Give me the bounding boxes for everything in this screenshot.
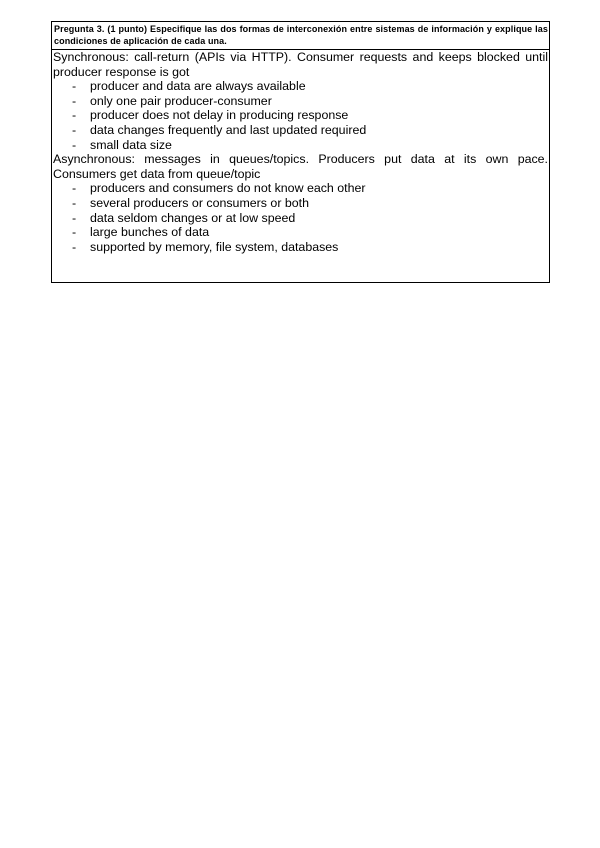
answer-area: [52, 50, 549, 254]
list-item-text: large bunches of data: [90, 225, 210, 240]
question-box: [51, 21, 550, 283]
list-item: [53, 108, 548, 123]
list-item-text: producer does not delay in producing response: [90, 108, 349, 123]
list-dash: -: [72, 225, 77, 240]
list-item: [53, 123, 548, 138]
list-item: [53, 225, 548, 240]
list-item-text: several producers or consumers or both: [90, 195, 310, 210]
list-dash: -: [72, 195, 77, 210]
list-item-text: only one pair producer-consumer: [90, 93, 272, 108]
list-dash: -: [72, 181, 77, 196]
list-item: [53, 79, 548, 94]
list-dash: -: [72, 79, 77, 94]
list-dash: -: [72, 93, 77, 108]
list-item: [53, 138, 548, 153]
list-item-text: supported by memory, file system, databases: [90, 239, 339, 254]
list-item-text: data seldom changes or at low speed: [90, 210, 296, 225]
list-item: [53, 181, 548, 196]
list-dash: -: [72, 239, 77, 254]
list-item: [53, 240, 548, 255]
list-dash: -: [72, 108, 77, 123]
list-dash: -: [72, 210, 77, 225]
asynchronous-intro: Asynchronous: messages in queues/topics. Producers put data at its own pace. Consumers get data from queue/topic: [53, 152, 548, 181]
question-header: Pregunta 3. (1 punto) Especifique las dos formas de interconexión entre sistemas de información y explique las condiciones de aplicación de cada una.: [52, 22, 549, 50]
list-dash: -: [72, 137, 77, 152]
list-item-text: data changes frequently and last updated required: [90, 122, 367, 137]
list-item-text: small data size: [90, 137, 172, 152]
list-item-text: producer and data are always available: [90, 79, 306, 94]
list-item: [53, 94, 548, 109]
synchronous-intro: Synchronous: call-return (APIs via HTTP). Consumer requests and keeps blocked until producer response is got: [53, 50, 548, 79]
list-item: [53, 211, 548, 226]
list-dash: -: [72, 122, 77, 137]
asynchronous-list: [53, 181, 548, 254]
list-item: [53, 196, 548, 211]
list-item-text: producers and consumers do not know each other: [90, 181, 366, 196]
synchronous-list: [53, 79, 548, 152]
